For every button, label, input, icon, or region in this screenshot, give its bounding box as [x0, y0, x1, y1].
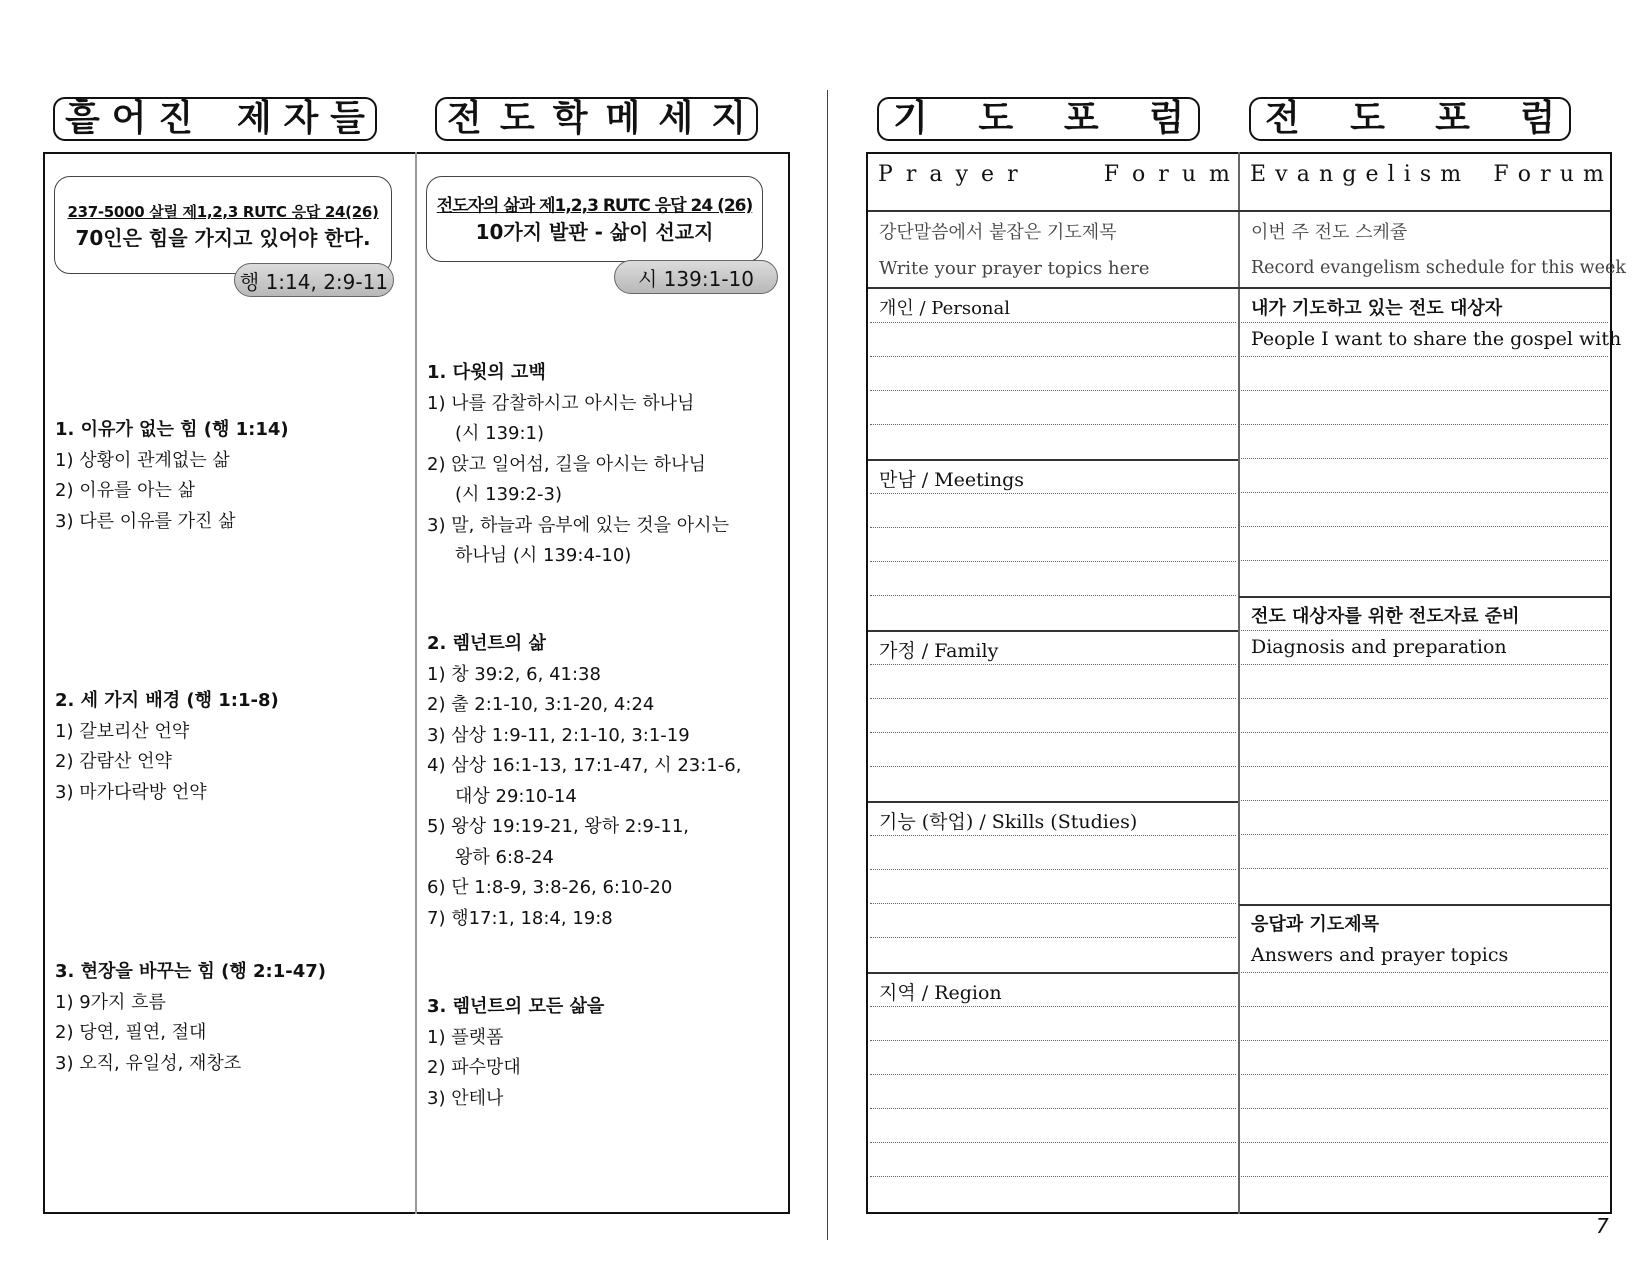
- list-item: 4) 삼상 16:1-13, 17:1-47, 시 23:1-6,: [427, 755, 742, 776]
- writing-line: [1241, 1006, 1608, 1007]
- writing-line: [870, 1040, 1236, 1041]
- writing-line: [870, 1176, 1236, 1177]
- writing-line: [1241, 424, 1608, 425]
- category-rule: [868, 630, 1238, 632]
- writing-line: [870, 1074, 1236, 1075]
- left-callout-title: 237-5000 살릴 제1,2,3 RUTC 응답 24(26): [67, 203, 379, 221]
- evangelism-block-3-ko: 응답과 기도제목: [1251, 914, 1379, 935]
- list-item: (시 139:2-3): [455, 484, 562, 505]
- prayer-forum-title: P r a y e r F o r u m: [878, 162, 1230, 187]
- writing-line: [870, 356, 1236, 357]
- writing-line: [1241, 1176, 1608, 1177]
- left-section-2: [55, 686, 279, 808]
- writing-line: [1241, 458, 1608, 459]
- writing-line: [870, 595, 1236, 596]
- prayer-category-region: 지역 / Region: [879, 982, 1002, 1004]
- writing-line: [1241, 630, 1608, 631]
- list-item: 1) 9가지 흐름: [55, 991, 166, 1013]
- list-item: 3) 안테나: [427, 1087, 504, 1109]
- prayer-category-personal: 개인 / Personal: [879, 298, 1010, 319]
- list-item: 2) 앉고 일어섬, 길을 아시는 하나님: [427, 453, 706, 475]
- category-rule: [868, 459, 1238, 461]
- left-reference-pill: 행 1:14, 2:9-11: [234, 263, 394, 297]
- list-item: 1) 갈보리산 언약: [55, 720, 190, 742]
- writing-line: [1241, 766, 1608, 767]
- list-item: 7) 행17:1, 18:4, 19:8: [427, 907, 613, 929]
- forum-column-divider: [1238, 152, 1240, 1214]
- list-item: 5) 왕상 19:19-21, 왕하 2:9-11,: [427, 816, 689, 837]
- evangelism-block-3-en: Answers and prayer topics: [1251, 944, 1509, 966]
- left-callout-theme: 70인은 힘을 가지고 있어야 한다.: [75, 226, 371, 250]
- right-section-2: [427, 629, 741, 934]
- section-title: 1. 이유가 없는 힘 (행 1:14): [55, 419, 289, 440]
- writing-line: [870, 664, 1236, 665]
- writing-line: [1241, 1142, 1608, 1143]
- list-item: (시 139:1): [455, 423, 545, 444]
- section-title: 3. 렘넌트의 모든 삶을: [427, 996, 605, 1017]
- page-spine: [827, 90, 828, 1240]
- block-rule: [1239, 596, 1610, 598]
- evangelism-block-1-ko: 내가 기도하고 있는 전도 대상자: [1251, 298, 1503, 319]
- writing-line: [870, 903, 1236, 904]
- writing-line: [1241, 560, 1608, 561]
- list-item: 3) 마가다락방 언약: [55, 781, 207, 803]
- right-callout: [426, 176, 763, 262]
- title-rule: [868, 210, 1610, 212]
- writing-line: [1241, 492, 1608, 493]
- writing-line: [1241, 972, 1608, 973]
- block-rule: [1239, 904, 1610, 906]
- list-item: 3) 다른 이유를 가진 삶: [55, 510, 236, 532]
- writing-line: [1241, 1074, 1608, 1075]
- writing-line: [870, 937, 1236, 938]
- column-divider: [415, 152, 417, 1214]
- writing-line: [870, 561, 1236, 562]
- header-evangelism-forum: 전 도 포 럼: [1249, 97, 1571, 141]
- list-item: 1) 창 39:2, 6, 41:38: [427, 663, 601, 685]
- section-title: 2. 렘넌트의 삶: [427, 633, 546, 654]
- writing-line: [1241, 356, 1608, 357]
- prayer-subtitle-ko: 강단말씀에서 붙잡은 기도제목: [879, 222, 1117, 243]
- list-item: 3) 말, 하늘과 음부에 있는 것을 아시는: [427, 514, 729, 536]
- category-rule: [868, 972, 1238, 974]
- list-item: 3) 삼상 1:9-11, 2:1-10, 3:1-19: [427, 724, 690, 746]
- list-item: 1) 나를 감찰하시고 아시는 하나님: [427, 392, 695, 414]
- list-item: 3) 오직, 유일성, 재창조: [55, 1052, 242, 1074]
- header-scattered-disciples: 흩 어 진 제 자 들: [53, 97, 377, 141]
- list-item: 하나님 (시 139:4-10): [455, 545, 632, 566]
- list-item: 1) 상황이 관계없는 삶: [55, 449, 230, 471]
- list-item: 6) 단 1:8-9, 3:8-26, 6:10-20: [427, 877, 673, 898]
- writing-line: [1241, 698, 1608, 699]
- section-title: 2. 세 가지 배경 (행 1:1-8): [55, 690, 279, 711]
- page-number: 7: [1596, 1214, 1609, 1238]
- subtitle-rule: [868, 287, 1610, 289]
- writing-line: [870, 1142, 1236, 1143]
- list-item: 왕하 6:8-24: [455, 846, 554, 868]
- left-section-3: [55, 957, 326, 1079]
- prayer-category-skills: 기능 (학업) / Skills (Studies): [879, 811, 1138, 833]
- list-item: 대상 29:10-14: [455, 785, 577, 807]
- right-callout-theme: 10가지 발판 - 삶이 선교지: [475, 220, 714, 244]
- writing-line: [1241, 1040, 1608, 1041]
- list-item: 2) 파수망대: [427, 1057, 521, 1078]
- header-evangelism-message: 전 도 학 메 세 지: [435, 97, 758, 141]
- writing-line: [870, 766, 1236, 767]
- list-item: 2) 이유를 아는 삶: [55, 480, 195, 501]
- right-callout-title: 전도자의 삶과 제1,2,3 RUTC 응답 24 (26): [436, 196, 753, 216]
- category-rule: [868, 801, 1238, 803]
- writing-line: [870, 835, 1236, 836]
- list-item: 2) 출 2:1-10, 3:1-20, 4:24: [427, 694, 655, 715]
- writing-line: [870, 527, 1236, 528]
- list-item: 2) 감람산 언약: [55, 751, 172, 772]
- writing-line: [870, 390, 1236, 391]
- list-item: 1) 플랫폼: [427, 1026, 504, 1048]
- writing-line: [870, 698, 1236, 699]
- writing-line: [870, 869, 1236, 870]
- prayer-subtitle-en: Write your prayer topics here: [879, 258, 1150, 279]
- writing-line: [1241, 664, 1608, 665]
- writing-line: [870, 732, 1236, 733]
- right-section-3: [427, 992, 604, 1114]
- list-item: 2) 당연, 필연, 절대: [55, 1022, 207, 1043]
- evangelism-block-2-en: Diagnosis and preparation: [1251, 636, 1507, 658]
- prayer-category-family: 가정 / Family: [879, 640, 999, 662]
- evangelism-forum-title: E v a n g e l i s m F o r u m: [1250, 162, 1604, 187]
- evangelism-subtitle-en: Record evangelism schedule for this week: [1251, 258, 1626, 278]
- writing-line: [870, 493, 1236, 494]
- section-title: 3. 현장을 바꾸는 힘 (행 2:1-47): [55, 961, 327, 982]
- evangelism-subtitle-ko: 이번 주 전도 스케쥴: [1251, 222, 1408, 243]
- writing-line: [870, 424, 1236, 425]
- writing-line: [1241, 800, 1608, 801]
- right-section-1: [427, 358, 729, 572]
- writing-line: [1241, 834, 1608, 835]
- writing-line: [870, 322, 1236, 323]
- left-callout: [54, 176, 392, 274]
- writing-line: [1241, 526, 1608, 527]
- writing-line: [1241, 390, 1608, 391]
- header-prayer-forum: 기 도 포 럼: [877, 97, 1200, 141]
- writing-line: [1241, 732, 1608, 733]
- section-title: 1. 다윗의 고백: [427, 362, 546, 383]
- writing-line: [870, 1108, 1236, 1109]
- evangelism-block-2-ko: 전도 대상자를 위한 전도자료 준비: [1251, 606, 1520, 627]
- prayer-category-meetings: 만남 / Meetings: [879, 469, 1024, 491]
- evangelism-block-1-en: People I want to share the gospel with: [1251, 328, 1622, 350]
- writing-line: [1241, 1108, 1608, 1109]
- writing-line: [870, 1006, 1236, 1007]
- writing-line: [1241, 322, 1608, 323]
- left-section-1: [55, 415, 289, 537]
- writing-line: [1241, 868, 1608, 869]
- right-reference-pill: 시 139:1-10: [614, 260, 778, 294]
